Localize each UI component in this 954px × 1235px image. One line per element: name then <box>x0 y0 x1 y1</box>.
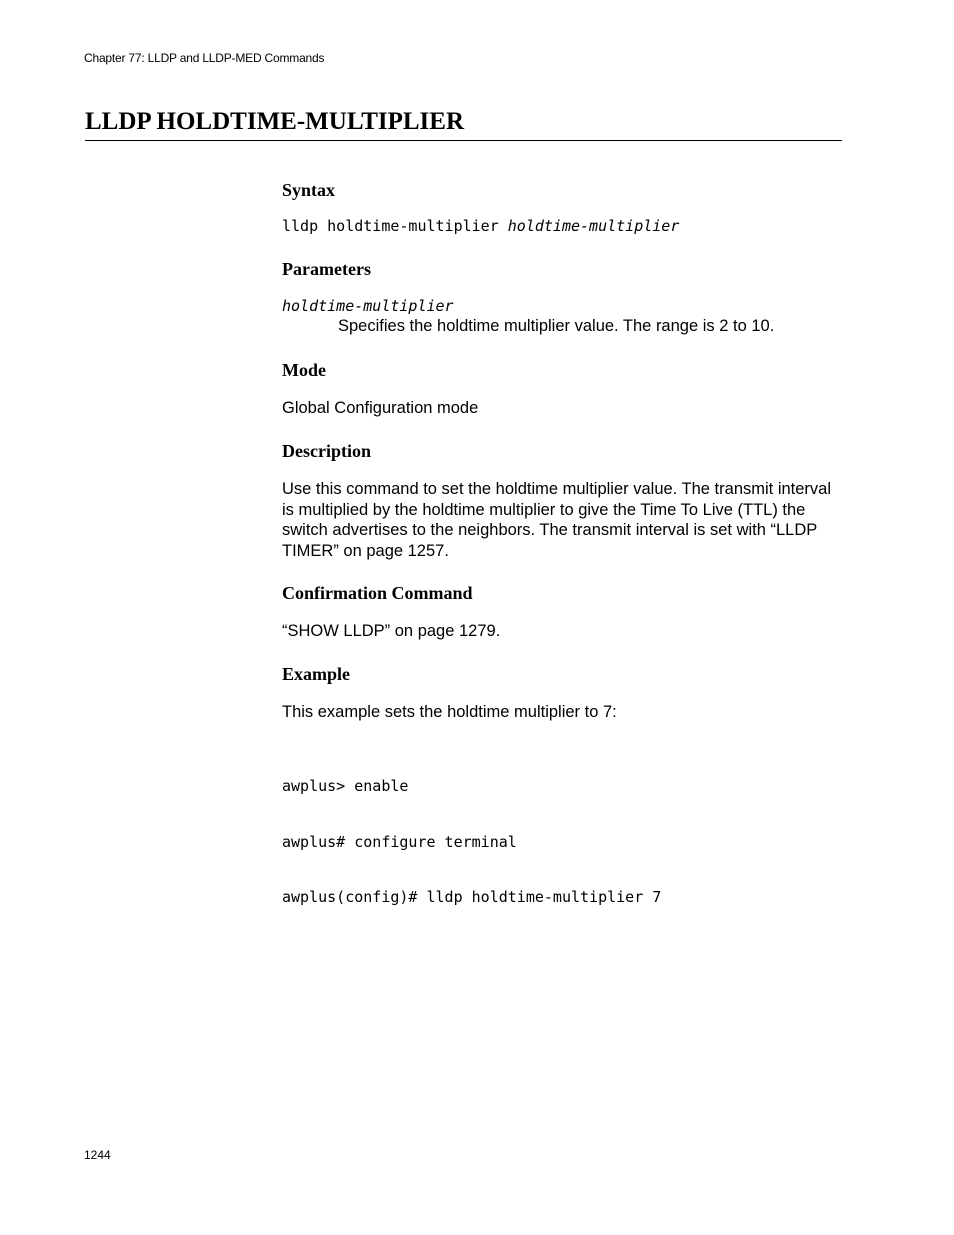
syntax-heading: Syntax <box>282 180 336 200</box>
parameter-name <box>282 297 454 316</box>
running-header: Chapter 77: LLDP and LLDP-MED Commands <box>84 51 325 65</box>
confirmation-heading: Confirmation Command <box>282 583 473 603</box>
mode-text: Global Configuration mode <box>282 399 479 417</box>
example-code-block <box>282 740 661 944</box>
parameter-description: Specifies the holdtime multiplier value. The range is 2 to 10. <box>338 317 775 335</box>
syntax-argument: holdtime-multiplier <box>507 217 680 235</box>
code-line: awplus# configure terminal <box>282 832 517 851</box>
confirmation-text: “SHOW LLDP” on page 1279. <box>282 622 501 640</box>
code-line: awplus> enable <box>282 777 409 795</box>
page-title: LLDP HOLDTIME-MULTIPLIER <box>85 106 842 141</box>
parameter-name-text: holdtime-multiplier <box>282 297 454 315</box>
page-number: 1244 <box>84 1148 111 1162</box>
syntax-line <box>282 217 679 236</box>
example-text: This example sets the holdtime multiplier to 7: <box>282 703 617 721</box>
parameters-heading: Parameters <box>282 259 371 279</box>
description-heading: Description <box>282 441 371 461</box>
syntax-command: lldp holdtime-multiplier <box>282 217 508 235</box>
example-heading: Example <box>282 664 351 684</box>
code-line: awplus(config)# lldp holdtime-multiplier 7 <box>282 888 662 906</box>
mode-heading: Mode <box>282 360 326 380</box>
description-text: Use this command to set the holdtime multiplier value. The transmit interval is multiplied by the holdtime multiplier to give the Time To Live (TTL) the switch advertises to the neighbors. The transmit interval is set with “LLDP TIMER” on page 1257. <box>282 480 832 560</box>
